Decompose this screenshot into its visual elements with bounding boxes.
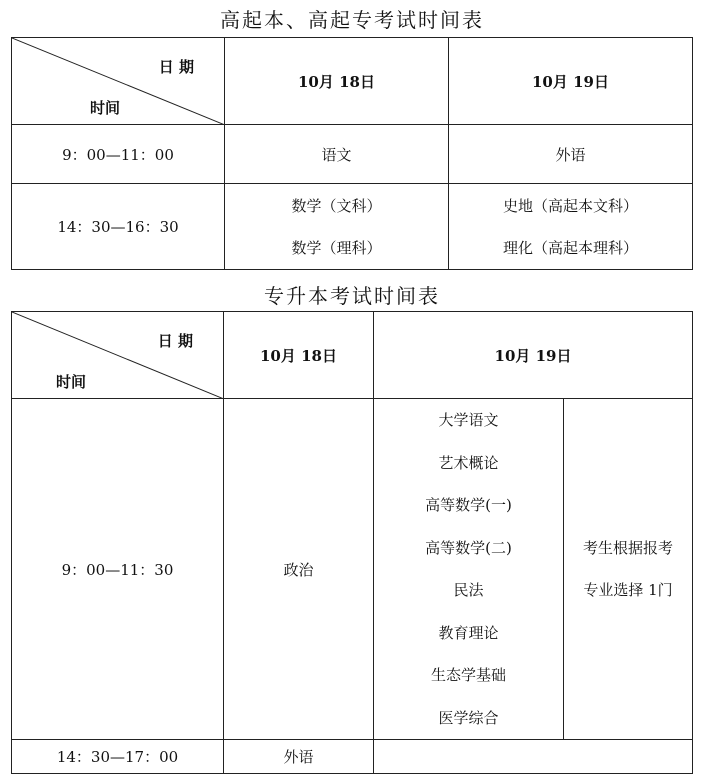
subject-cell: 外语 bbox=[224, 740, 374, 774]
subject-cell bbox=[449, 184, 693, 270]
exam-schedule-table-gaoqi bbox=[11, 37, 693, 270]
subject-item: 民法 bbox=[453, 581, 484, 599]
subject-item: 数学（理科） bbox=[291, 238, 382, 257]
subject-item: 数学（文科） bbox=[291, 196, 382, 215]
time-axis-label: 时间 bbox=[90, 99, 121, 117]
subject-item: 艺术概论 bbox=[438, 453, 499, 472]
diagonal-header-cell bbox=[12, 38, 225, 125]
time-slot: 14：30—17：00 bbox=[12, 740, 224, 774]
date-header-oct18: 10月 18日 bbox=[224, 312, 374, 399]
empty-cell bbox=[374, 740, 693, 774]
note-line: 专业选择 1门 bbox=[583, 581, 673, 599]
time-slot: 14：30—16：30 bbox=[12, 184, 225, 270]
table1-header-row bbox=[12, 38, 693, 125]
exam-schedule-table-zhuanshengben bbox=[11, 311, 693, 774]
table-row bbox=[12, 125, 693, 184]
time-axis-label: 时间 bbox=[56, 373, 87, 391]
diagonal-line bbox=[12, 312, 224, 399]
time-slot: 9：00—11：30 bbox=[12, 399, 224, 740]
subject-item: 大学语文 bbox=[438, 411, 499, 429]
date-header-oct19: 10月 19日 bbox=[449, 38, 693, 125]
date-header-oct18: 10月 18日 bbox=[225, 38, 449, 125]
table2-title: 专升本考试时间表 bbox=[264, 284, 440, 308]
subject-cell: 语文 bbox=[225, 125, 449, 184]
subject-item: 医学综合 bbox=[438, 708, 499, 727]
date-axis-label: 日 期 bbox=[157, 332, 193, 350]
date-header-oct19: 10月 19日 bbox=[374, 312, 693, 399]
subject-item: 教育理论 bbox=[438, 623, 499, 642]
date-axis-label: 日 期 bbox=[158, 58, 194, 76]
subject-item: 高等数学(二) bbox=[425, 538, 512, 557]
selection-note-cell bbox=[564, 399, 693, 740]
subject-item: 理化（高起本理科） bbox=[502, 238, 638, 257]
subject-item: 史地（高起本文科） bbox=[502, 196, 638, 215]
subject-item: 高等数学(一) bbox=[425, 496, 512, 514]
diagonal-header-cell bbox=[12, 312, 224, 399]
subject-item: 生态学基础 bbox=[430, 666, 506, 684]
subject-cell: 外语 bbox=[449, 125, 693, 184]
note-line: 考生根据报考 bbox=[583, 539, 674, 557]
table-row bbox=[12, 740, 693, 774]
subject-cell bbox=[225, 184, 449, 270]
subject-cell: 政治 bbox=[224, 399, 374, 740]
table1-title: 高起本、高起专考试时间表 bbox=[220, 8, 484, 32]
table-row bbox=[12, 184, 693, 270]
table2-header-row bbox=[12, 312, 693, 399]
subject-list-cell bbox=[374, 399, 564, 740]
time-slot: 9：00—11：00 bbox=[12, 125, 225, 184]
table-row bbox=[12, 399, 693, 740]
